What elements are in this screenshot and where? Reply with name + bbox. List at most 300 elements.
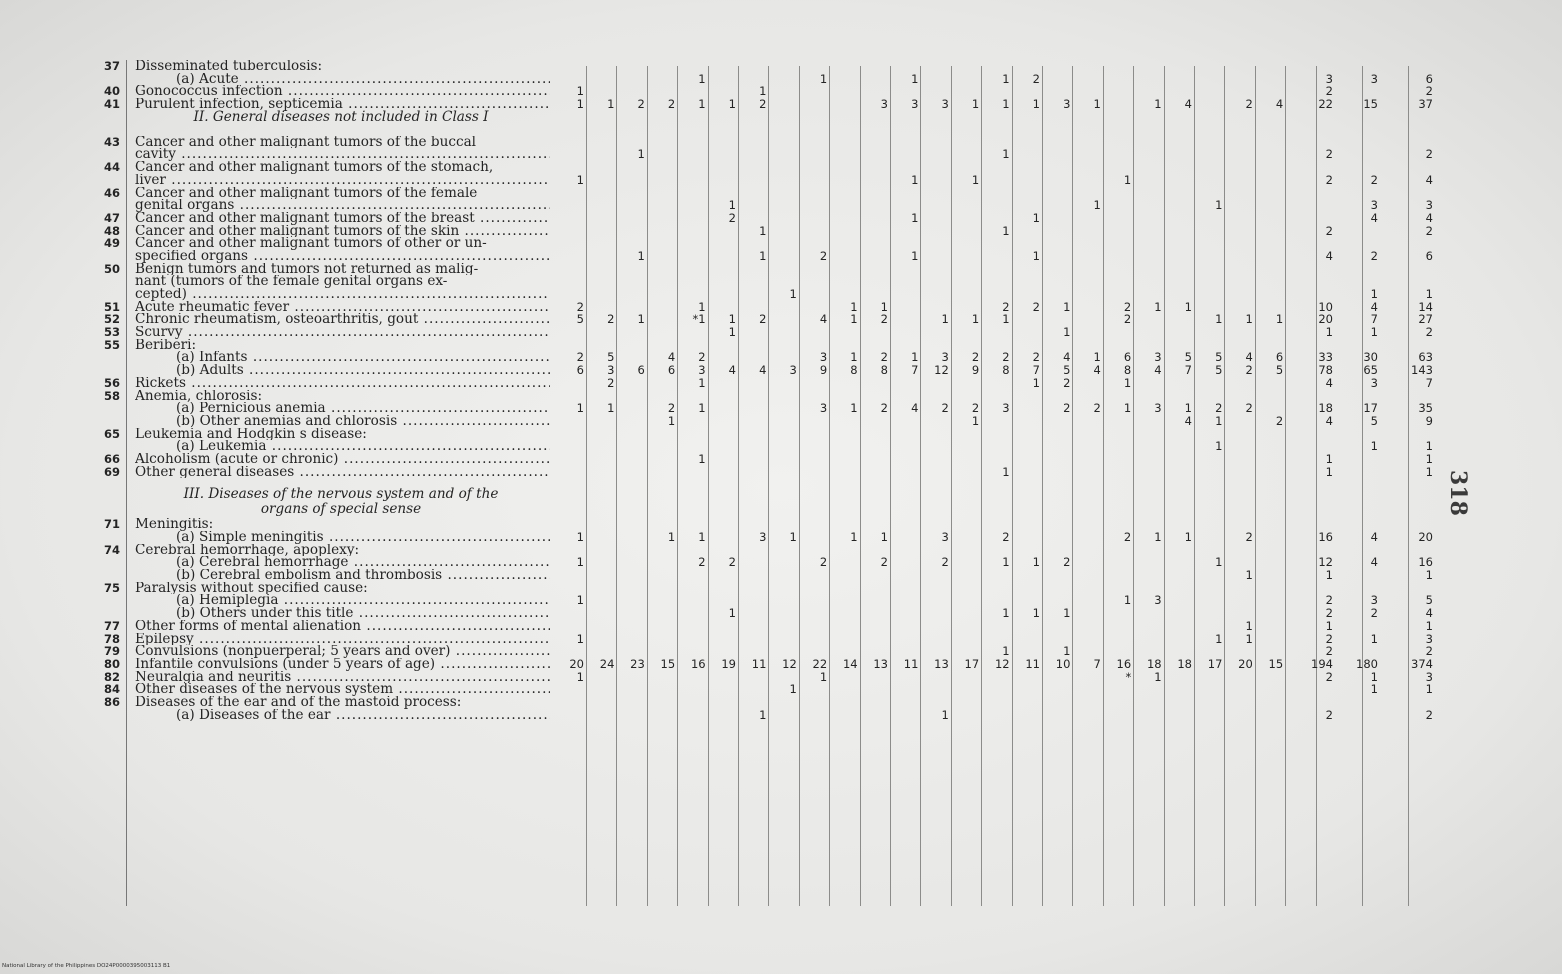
cause-label: Acute rheumatic fever ..... <box>135 301 550 314</box>
cause-label: Convulsions (nonpuerperal; 5 years and over) ..... <box>135 645 550 658</box>
count-cell: 3 <box>1002 401 1010 416</box>
count-cell: 1 <box>728 325 736 340</box>
count-cell: 2 <box>880 312 888 327</box>
total-cell: 1 <box>1370 325 1378 340</box>
count-cell: 19 <box>721 656 736 671</box>
count-cell: 8 <box>880 363 888 378</box>
cause-number: 58 <box>103 388 120 403</box>
count-cell: 4 <box>911 401 919 416</box>
count-cell: 1 <box>971 172 980 187</box>
count-cell: 2 <box>576 350 584 365</box>
count-cell: 1 <box>1032 210 1040 225</box>
total-cell: 2 <box>1425 147 1433 162</box>
table-row <box>88 313 1468 326</box>
total-cell: 35 <box>1418 401 1433 416</box>
total-cell: 6 <box>1425 71 1433 86</box>
count-cell: 1 <box>1063 325 1071 340</box>
count-cell: 1 <box>971 97 980 112</box>
cause-number: 47 <box>103 210 120 225</box>
count-cell: 1 <box>607 401 615 416</box>
total-cell: 4 <box>1370 299 1378 314</box>
table-row <box>88 212 1468 225</box>
count-cell: 8 <box>1123 363 1132 378</box>
total-cell: 143 <box>1411 363 1433 378</box>
count-cell: 3 <box>941 530 949 544</box>
count-cell: *1 <box>692 312 706 327</box>
cause-label: (b) Others under this title ..... <box>176 607 550 620</box>
count-cell: 1 <box>1215 555 1223 570</box>
table-row <box>88 594 1468 607</box>
total-cell: 2 <box>1325 631 1333 646</box>
count-cell: 1 <box>1123 401 1132 416</box>
count-cell: 2 <box>1245 97 1253 112</box>
count-cell: 3 <box>1154 350 1162 365</box>
total-cell: 1 <box>1425 451 1433 466</box>
total-cell: 2 <box>1325 84 1333 99</box>
total-cell: 16 <box>1318 530 1333 544</box>
total-cell: 37 <box>1418 97 1433 112</box>
count-cell: 1 <box>880 299 888 314</box>
count-cell: 8 <box>850 363 858 378</box>
total-cell: 1 <box>1325 325 1333 340</box>
table-row <box>88 301 1468 314</box>
count-cell: 3 <box>819 350 828 365</box>
cause-label: cepted) ..... <box>135 288 550 301</box>
count-cell: 1 <box>1002 223 1010 238</box>
count-cell: 1 <box>1063 299 1071 314</box>
count-cell: 2 <box>971 401 980 416</box>
cause-label: (a) Diseases of the ear ..... <box>176 709 550 722</box>
table-row <box>88 339 1468 352</box>
total-cell: 2 <box>1425 644 1433 659</box>
count-cell: 3 <box>1063 97 1071 112</box>
library-footer: National Library of the Philippines DO24P0000395003113 B1 <box>2 963 171 969</box>
total-cell: 1 <box>1425 618 1433 633</box>
count-cell: 2 <box>698 350 706 365</box>
cause-number: 74 <box>103 542 120 557</box>
cause-label: Meningitis: <box>135 518 214 532</box>
count-cell: 2 <box>1245 401 1253 416</box>
count-cell: 2 <box>728 210 736 225</box>
cause-label: Cancer and other malignant tumors of the female <box>135 186 478 200</box>
count-cell: 1 <box>971 312 980 327</box>
count-cell: 2 <box>1063 375 1071 390</box>
count-cell: 1 <box>789 682 797 697</box>
count-cell: 1 <box>1032 555 1040 570</box>
count-cell: 1 <box>911 248 919 263</box>
count-cell: 2 <box>667 97 676 112</box>
cause-number: 48 <box>103 223 120 238</box>
total-cell: 194 <box>1311 656 1333 671</box>
total-cell: 1 <box>1370 287 1378 301</box>
cause-label: Disseminated tuberculosis: <box>135 60 323 73</box>
total-cell: 5 <box>1370 413 1378 428</box>
count-cell: 3 <box>941 350 949 365</box>
count-cell: 5 <box>1275 363 1284 378</box>
count-cell: 1 <box>1215 413 1223 428</box>
cause-number: 55 <box>103 337 120 352</box>
count-cell: 1 <box>1245 568 1253 583</box>
table-row <box>88 428 1468 441</box>
total-cell: 3 <box>1370 198 1378 213</box>
total-cell: 2 <box>1425 325 1433 340</box>
count-cell: 3 <box>880 97 888 112</box>
total-cell: 2 <box>1370 606 1378 621</box>
count-cell: 10 <box>1055 656 1071 671</box>
count-cell: 2 <box>1002 530 1010 544</box>
cause-label: Gonococcus infection ..... <box>135 85 550 98</box>
total-cell: 27 <box>1418 312 1433 327</box>
total-cell: 7 <box>1425 375 1433 390</box>
total-cell: 1 <box>1370 682 1378 697</box>
count-cell: 2 <box>941 401 949 416</box>
total-cell: 4 <box>1425 210 1433 225</box>
count-cell: 1 <box>1002 555 1010 570</box>
table-row <box>88 390 1468 403</box>
total-cell: 78 <box>1318 363 1333 378</box>
total-cell: 17 <box>1363 401 1378 416</box>
table-row <box>88 326 1468 339</box>
count-cell: 1 <box>576 593 584 608</box>
table-row <box>88 556 1468 569</box>
cause-label: (a) Hemiplegia ..... <box>176 594 550 607</box>
count-cell: 4 <box>728 363 736 378</box>
table-row <box>88 518 1468 531</box>
total-cell: 3 <box>1370 375 1378 390</box>
total-cell: 1 <box>1425 287 1433 301</box>
count-cell: 1 <box>1032 248 1040 263</box>
total-cell: 4 <box>1325 413 1333 428</box>
table-row <box>88 440 1468 453</box>
count-cell: 2 <box>880 350 888 365</box>
page-number: 318 <box>1445 470 1471 516</box>
count-cell: 4 <box>1154 363 1162 378</box>
count-cell: 1 <box>759 707 767 722</box>
cause-label: Epilepsy ..... <box>135 633 550 646</box>
count-cell: 1 <box>637 248 645 263</box>
count-cell: 2 <box>880 555 888 570</box>
count-cell: 1 <box>911 172 919 187</box>
total-cell: 1 <box>1370 631 1378 646</box>
cause-label: Cancer and other malignant tumors of the buccal <box>135 135 477 149</box>
count-cell: 1 <box>1154 530 1162 544</box>
table-row <box>88 288 1468 301</box>
cause-label: liver ..... <box>135 174 550 187</box>
count-cell: 3 <box>789 363 797 378</box>
count-cell: 4 <box>1245 350 1253 365</box>
cause-label: Beriberi: <box>135 338 197 352</box>
total-cell: 4 <box>1370 530 1378 544</box>
count-cell: 5 <box>1184 350 1192 365</box>
count-cell: 2 <box>1215 401 1223 416</box>
total-cell: 4 <box>1425 172 1433 187</box>
total-cell: 22 <box>1318 97 1333 112</box>
table-row <box>88 569 1468 582</box>
cause-label: Purulent infection, septicemia ..... <box>135 98 550 111</box>
count-cell: 9 <box>971 363 980 378</box>
total-cell: 1 <box>1370 669 1378 684</box>
count-cell: 1 <box>576 530 584 544</box>
cause-number: 53 <box>103 325 120 340</box>
count-cell: 1 <box>850 530 858 544</box>
cause-label: (a) Cerebral hemorrhage ..... <box>176 556 550 569</box>
count-cell: 1 <box>759 223 767 238</box>
cause-label: (a) Leukemia ..... <box>176 440 550 453</box>
count-cell: 22 <box>812 656 828 671</box>
total-cell: 1 <box>1325 451 1333 466</box>
count-cell: 3 <box>911 97 919 112</box>
count-cell: 1 <box>1093 198 1101 213</box>
count-cell: 2 <box>576 299 584 314</box>
count-cell: 2 <box>698 555 706 570</box>
count-cell: 6 <box>667 363 676 378</box>
count-cell: 2 <box>1063 401 1071 416</box>
cause-label: (b) Other anemias and chlorosis ..... <box>176 415 550 428</box>
count-cell: 23 <box>630 656 645 671</box>
count-cell: 4 <box>1184 413 1192 428</box>
count-cell: 1 <box>728 97 736 112</box>
count-cell: 2 <box>1245 363 1253 378</box>
table-row <box>88 263 1468 276</box>
cause-label: Other forms of mental alienation ..... <box>135 620 550 633</box>
count-cell: 1 <box>1002 97 1010 112</box>
count-cell: 1 <box>1154 669 1162 684</box>
count-cell: 2 <box>1245 530 1253 544</box>
count-cell: 6 <box>1275 350 1284 365</box>
cause-number: 52 <box>103 312 120 327</box>
count-cell: 7 <box>1093 656 1101 671</box>
count-cell: 2 <box>1063 555 1071 570</box>
count-cell: 1 <box>728 606 736 621</box>
count-cell: 1 <box>911 350 919 365</box>
count-cell: 15 <box>1268 656 1284 671</box>
count-cell: 7 <box>1184 363 1192 378</box>
cause-label: Leukemia and Hodgkin s disease: <box>135 427 367 441</box>
table-row <box>88 658 1468 671</box>
count-cell: 1 <box>1063 606 1071 621</box>
count-cell: 1 <box>789 530 797 544</box>
count-cell: 1 <box>698 530 706 544</box>
count-cell: 1 <box>607 97 615 112</box>
count-cell: 1 <box>576 84 584 99</box>
cause-label: Cancer and other malignant tumors of the breast ..... <box>135 212 550 225</box>
total-cell: 18 <box>1318 401 1333 416</box>
count-cell: 1 <box>1002 606 1010 621</box>
count-cell: 6 <box>1123 350 1132 365</box>
table-row <box>88 225 1468 238</box>
count-cell: 2 <box>759 312 767 327</box>
count-cell: 1 <box>728 198 736 213</box>
total-cell: 1 <box>1325 464 1333 479</box>
count-cell: 2 <box>1032 299 1040 314</box>
cause-number: 84 <box>103 682 120 697</box>
cause-label: Alcoholism (acute or chronic) ..... <box>135 453 550 466</box>
count-cell: 1 <box>1245 618 1253 633</box>
count-cell: 2 <box>1123 299 1132 314</box>
total-cell: 2 <box>1325 147 1333 162</box>
count-cell: 1 <box>576 97 584 112</box>
count-cell: 2 <box>941 555 949 570</box>
cause-label: genital organs ..... <box>135 199 550 212</box>
total-cell: 2 <box>1325 669 1333 684</box>
cause-number: 69 <box>103 464 120 479</box>
count-cell: 12 <box>994 656 1010 671</box>
count-cell: 2 <box>1123 530 1132 544</box>
count-cell: 1 <box>941 312 949 327</box>
count-cell: 3 <box>1154 401 1162 416</box>
cause-number: 80 <box>103 656 120 671</box>
cause-label: Diseases of the ear and of the mastoid process: <box>135 695 462 709</box>
count-cell: 1 <box>1215 312 1223 327</box>
count-cell: 2 <box>607 375 615 390</box>
table-row <box>88 250 1468 263</box>
table-row <box>88 108 1468 126</box>
count-cell: 1 <box>850 350 858 365</box>
cause-number: 78 <box>103 631 120 646</box>
count-cell: 20 <box>1238 656 1253 671</box>
count-cell: 12 <box>934 363 949 378</box>
total-cell: 2 <box>1325 172 1333 187</box>
total-cell: 20 <box>1318 312 1333 327</box>
table-row <box>88 607 1468 620</box>
total-cell: 4 <box>1325 248 1333 263</box>
total-cell: 15 <box>1363 97 1378 112</box>
count-cell: 1 <box>880 530 888 544</box>
cause-label: (b) Adults ..... <box>176 364 550 377</box>
count-cell: 3 <box>1154 593 1162 608</box>
total-cell: 16 <box>1418 555 1433 570</box>
total-cell: 1 <box>1425 682 1433 697</box>
count-cell: 2 <box>667 401 676 416</box>
table-row <box>88 351 1468 364</box>
table-row <box>88 620 1468 633</box>
count-cell: 1 <box>1002 464 1010 479</box>
count-cell: 2 <box>1275 413 1284 428</box>
table-row <box>88 645 1468 658</box>
count-cell: 1 <box>1002 147 1010 162</box>
count-cell: 1 <box>941 707 949 722</box>
count-cell: 13 <box>934 656 949 671</box>
count-cell: 1 <box>1245 312 1253 327</box>
count-cell: 1 <box>1123 375 1132 390</box>
mortality-table <box>88 60 1468 721</box>
cause-number: 41 <box>103 97 120 112</box>
total-cell: 2 <box>1325 606 1333 621</box>
count-cell: 8 <box>1002 363 1010 378</box>
total-cell: 2 <box>1325 223 1333 238</box>
table-row <box>88 85 1468 98</box>
table-row <box>88 683 1468 696</box>
count-cell: 1 <box>576 172 584 187</box>
table-row <box>88 364 1468 377</box>
cause-label: Neuralgia and neuritis ..... <box>135 671 550 684</box>
table-row <box>88 531 1468 544</box>
count-cell: 13 <box>873 656 888 671</box>
section-heading: II. General diseases not included in Class I <box>193 108 489 125</box>
total-cell: 374 <box>1411 656 1433 671</box>
count-cell: 12 <box>782 656 797 671</box>
count-cell: 2 <box>1002 350 1010 365</box>
cause-number: 86 <box>103 694 120 709</box>
count-cell: 1 <box>819 669 828 684</box>
cause-number: 65 <box>103 426 120 441</box>
count-cell: 1 <box>911 71 919 86</box>
total-cell: 4 <box>1370 555 1378 570</box>
table-row <box>88 187 1468 200</box>
cause-number: 44 <box>103 160 120 175</box>
cause-label: (a) Acute ..... <box>176 73 550 86</box>
count-cell: 2 <box>1032 350 1040 365</box>
cause-label: Cancer and other malignant tumors of the stomach, <box>135 161 494 174</box>
count-cell: 6 <box>637 363 645 378</box>
table-row <box>88 73 1468 86</box>
count-cell: 1 <box>1215 631 1223 646</box>
table-row <box>88 544 1468 557</box>
count-cell: 1 <box>576 401 584 416</box>
count-cell: 17 <box>1207 656 1223 671</box>
total-cell: 10 <box>1318 299 1333 314</box>
total-cell: 4 <box>1370 210 1378 225</box>
count-cell: 1 <box>576 669 584 684</box>
cause-label: Scurvy ..... <box>135 326 550 339</box>
total-cell: 3 <box>1370 593 1378 608</box>
count-cell: 2 <box>759 97 767 112</box>
count-cell: 1 <box>1275 312 1284 327</box>
cause-number: 77 <box>103 618 120 633</box>
table-row <box>88 237 1468 250</box>
count-cell: 1 <box>576 631 584 646</box>
table-row <box>88 126 1468 136</box>
table-row <box>88 503 1468 518</box>
cause-label: Cancer and other malignant tumors of the skin ..... <box>135 225 550 238</box>
total-cell: 30 <box>1363 350 1378 365</box>
total-cell: 1 <box>1425 464 1433 479</box>
section-heading: III. Diseases of the nervous system and of the <box>183 486 499 503</box>
count-cell: 1 <box>789 287 797 301</box>
count-cell: 6 <box>576 363 584 378</box>
count-cell: 2 <box>728 555 736 570</box>
table-row <box>88 633 1468 646</box>
count-cell: 3 <box>819 401 828 416</box>
count-cell: 2 <box>819 555 828 570</box>
count-cell: 1 <box>1032 606 1040 621</box>
total-cell: 2 <box>1370 172 1378 187</box>
count-cell: 1 <box>1032 97 1040 112</box>
total-cell: 1 <box>1325 618 1333 633</box>
count-cell: 1 <box>1184 299 1192 314</box>
count-cell: 5 <box>1063 363 1071 378</box>
table-row <box>88 136 1468 149</box>
count-cell: 2 <box>1002 299 1010 314</box>
count-cell: 20 <box>569 656 584 671</box>
total-cell: 3 <box>1325 71 1333 86</box>
total-cell: 7 <box>1370 312 1378 327</box>
total-cell: 180 <box>1356 656 1378 671</box>
section-heading: organs of special sense <box>260 501 422 518</box>
cause-label: nant (tumors of the female genital organs ex- <box>135 275 448 289</box>
count-cell: 7 <box>911 363 919 378</box>
count-cell: 1 <box>1002 644 1010 659</box>
count-cell: 15 <box>660 656 676 671</box>
count-cell: 1 <box>728 312 736 327</box>
total-cell: 2 <box>1425 707 1433 722</box>
count-cell: 1 <box>1184 530 1192 544</box>
count-cell: 2 <box>1093 401 1101 416</box>
count-cell: 1 <box>850 299 858 314</box>
table-row <box>88 60 1468 73</box>
count-cell: 1 <box>698 451 706 466</box>
count-cell: 1 <box>637 147 645 162</box>
